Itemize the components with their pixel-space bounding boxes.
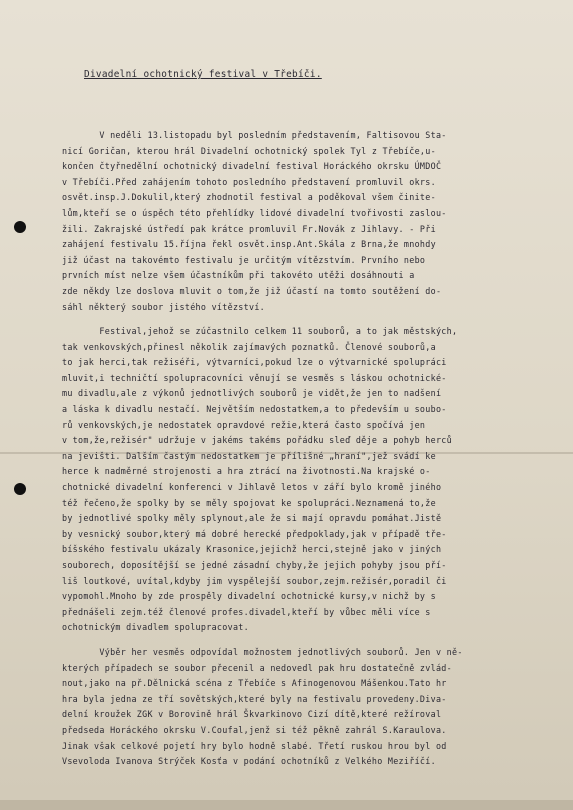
text-line: herce k nadměrné strojenosti a hra ztrácí na životnosti.Na krajské o- (62, 466, 431, 477)
text-line: nicí Goričan, kterou hrál Divadelní ochotnický spolek Tyl z Třebíče,u- (62, 145, 436, 156)
text-line: chotnické divadelní konferenci v Jihlavě letos v září bylo kromě jiného (62, 482, 442, 493)
text-line: tak venkovských,přinesl několik zajímavých poznatků. Členové souborů,a (62, 341, 436, 352)
text-line: kterých případech se soubor přecenil a nedovedl pak hru dostatečně zvlád- (62, 662, 452, 673)
text-line: V neděli 13.listopadu byl posledním představením, Faltisovou Sta- (62, 129, 447, 140)
text-line: zde někdy lze doslova mluvit o tom,že již účastí na tomto soutěžení do- (62, 285, 442, 296)
punch-hole (14, 221, 26, 233)
text-line: mu divadlu,ale z výkonů jednotlivých souborů je vidět,že jen to nadšení (62, 388, 442, 399)
document-title: Divadelní ochotnický festival v Třebíči. (84, 69, 322, 81)
text-line: předseda Horáckého okrsku V.Coufal,jenž si též pěkně zahrál S.Karaulova. (62, 724, 447, 735)
document-body (62, 36, 556, 810)
text-line: by jednotlivé spolky měly splynout,ale že si mají opravdu pomáhat.Jistě (62, 513, 442, 524)
paragraph (62, 324, 556, 636)
text-line: vypomohl.Mnoho by zde prospěly divadelní ochotnické kursy,v nichž by s (62, 591, 436, 602)
text-line: na jevišti. Dalším častým nedostatkem je přílišné „hraní",jež svádí ke (62, 450, 436, 461)
text-line: již účast na takovémto festivalu je určitým vítězstvím. Prvního nebo (62, 254, 426, 265)
text-line: přednášeli zejm.též členové profes.divadel,kteří by vůbec měli více s (62, 606, 431, 617)
text-line: v tom,že,režisér" udržuje v jakéms takéms pořádku sleď děje a pohyb herců (62, 435, 452, 446)
text-line: liš loutkové, uvítal,kdyby jim vyspělejší soubor,zejm.režisér,poradil či (62, 575, 447, 586)
text-line: ochotnickým divadlem spolupracovat. (62, 622, 249, 633)
text-line: končen čtyřnedělní ochotnický divadelní festival Horáckého okrsku ÚMDOČ (62, 161, 442, 172)
text-line: zahájení festivalu 15.října řekl osvět.insp.Ant.Skála z Brna,že mnohdy (62, 239, 436, 250)
text-line: prvních míst nelze všem účastníkům při takovéto utěži dosáhnouti a (62, 270, 415, 281)
text-line: Jinak však celkové pojetí hry bylo hodně slabé. Třetí ruskou hrou byl od (62, 740, 447, 751)
text-line: mluvit,i techničtí spolupracovníci věnují se vesměs s láskou ochotnické- (62, 372, 447, 383)
text-line: Vsevoloda Ivanova Strýček Kosťa v podání ochotníků z Velkého Meziříčí. (62, 756, 436, 767)
text-line: rů venkovských,je nedostatek opravdové režie,která často spočívá jen (62, 419, 426, 430)
text-line: souborech, doposítější se jedné zásadní chyby,že jejich pohyby jsou pří- (62, 560, 447, 570)
paragraph (62, 645, 556, 770)
text-line: osvět.insp.J.Dokulil,který zhodnotil festival a poděkoval všem činite- (62, 192, 436, 203)
text-line: žili. Zakrajské ústředí pak krátce promluvil Fr.Novák z Jihlavy. - Při (62, 223, 436, 234)
punch-hole (14, 483, 26, 495)
text-line: sáhl některý soubor jistého vítězství. (62, 301, 266, 312)
text-line: nout,jako na př.Dělnická scéna z Třebíče s Afinogenovou Mášenkou.Tato hr (62, 678, 447, 689)
text-line: Výběr her vesměs odpovídal možnostem jednotlivých souborů. Jen v ně- (62, 646, 463, 657)
text-line: bíšského festivalu ukázaly Krasonice,jejichž herci,stejně jako v jiných (62, 544, 442, 555)
text-line: Festival,jehož se zúčastnilo celkem 11 souborů, a to jak městských, (62, 326, 458, 337)
text-line: v Třebíči.Před zahájením tohoto posledního představení promluvil okrs. (62, 176, 436, 187)
text-line: lům,kteří se o úspěch této přehlídky lidové divadelní tvořivosti zaslou- (62, 207, 447, 218)
text-line: a láska k divadlu nestačí. Největším nedostatkem,a to především u soubo- (62, 404, 447, 415)
paragraph (62, 128, 556, 315)
text-line: by vesnický soubor,který má dobré herecké předpoklady,jak v případě tře- (62, 528, 447, 539)
text-line: též řečeno,že spolky by se měly spojovat ke spolupráci.Neznamená to,že (62, 497, 436, 508)
text-line: to jak herci,tak režiséři, výtvarníci,pokud lze o výtvarnické spolupráci (62, 357, 447, 368)
text-line: delní kroužek ZGK v Borovině hrál Škvarkinovo Cizí dítě,které režíroval (62, 709, 442, 720)
text-line: hra byla jedna ze tří sovětských,které byly na festivalu provedeny.Diva- (62, 693, 447, 704)
